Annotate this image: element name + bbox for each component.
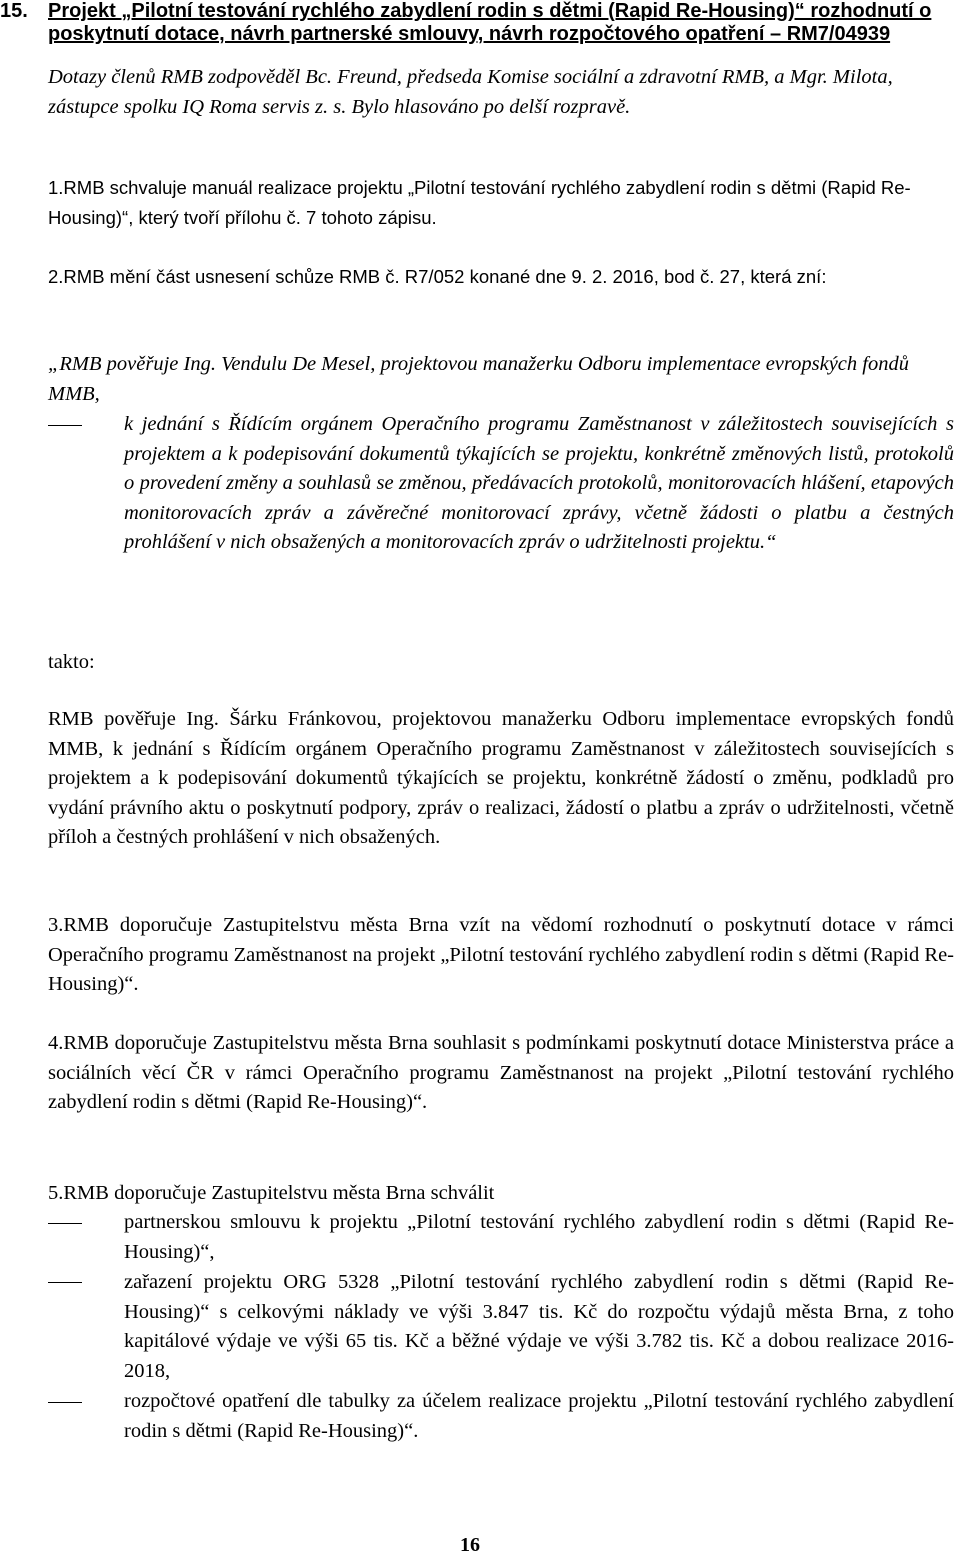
new-resolution-text: RMB pověřuje Ing. Šárku Fránkovou, projektovou manažerku Odboru implementace evropských fondů MMB, k jednání s Řídícím orgánem Operačního programu Zaměstnanost v záležitostech souvisejících s projektem a k podepisování dokumentů týkajících se projektu, konkrétně žádostí o změnu, podkladů pro vydání právního aktu o poskytnutí podpory, zpráv o realizaci, žádostí o platbu a zpráv o udržitelnosti, včetně příloh a čestných prohlášení v nich obsažených. bbox=[48, 708, 954, 848]
resolution-5-item: partnerskou smlouvu k projektu „Pilotní testování rychlého zabydlení rodin s dětmi (Rapid Re-Housing)“, bbox=[124, 1211, 954, 1263]
list-dash bbox=[48, 1223, 82, 1224]
resolution-5: 5.RMB doporučuje Zastupitelstvu města Brna schválit bbox=[48, 1182, 495, 1204]
resolution-5-item: rozpočtové opatření dle tabulky za účelem realizace projektu „Pilotní testování rychlého zabydlení rodin s dětmi (Rapid Re-Housing)“. bbox=[124, 1390, 954, 1442]
resolution-1: 1.RMB schvaluje manuál realizace projektu „Pilotní testování rychlého zabydlení rodin s dětmi (Rapid Re-Housing)“, který tvoří přílohu č. 7 tohoto zápisu. bbox=[48, 177, 911, 228]
list-dash bbox=[48, 425, 82, 426]
resolution-2: 2.RMB mění část usnesení schůze RMB č. R7/052 konané dne 9. 2. 2016, bod č. 27, která zní: bbox=[48, 266, 827, 287]
resolution-3: 3.RMB doporučuje Zastupitelstvu města Brna vzít na vědomí rozhodnutí o poskytnutí dotace v rámci Operačního programu Zaměstnanost na projekt „Pilotní testování rychlého zabydlení rodin s dětmi (Rapid Re-Housing)“. bbox=[48, 914, 954, 995]
agenda-item-number: 15. bbox=[0, 0, 28, 22]
resolution-4: 4.RMB doporučuje Zastupitelstvu města Brna souhlasit s podmínkami poskytnutí dotace Ministerstva práce a sociálních věcí ČR v rámci Operačního programu Zaměstnanost na projekt „Pilotní testování rychlého zabydlení rodin s dětmi (Rapid Re-Housing)“. bbox=[48, 1032, 954, 1113]
takto-label: takto: bbox=[48, 651, 95, 673]
quoted-original-intro: „RMB pověřuje Ing. Vendulu De Mesel, projektovou manažerku Odboru implementace evropských fondů MMB, bbox=[48, 353, 909, 405]
resolution-5-item: zařazení projektu ORG 5328 „Pilotní testování rychlého zabydlení rodin s dětmi (Rapid Re-Housing)“ s celkovými náklady ve výši 3.847 tis. Kč do rozpočtu výdajů města Brna, z toho kapitálové výdaje ve výši 65 tis. Kč a běžné výdaje ve výši 3.782 tis. Kč a dobou realizace 2016-2018, bbox=[124, 1271, 954, 1382]
page-number-text: 16 bbox=[460, 1534, 480, 1556]
discussion-note: Dotazy členů RMB zodpověděl Bc. Freund, předseda Komise sociální a zdravotní RMB, a Mgr. Milota, zástupce spolku IQ Roma servis z. s. Bylo hlasováno po delší rozpravě. bbox=[48, 66, 893, 118]
page-number bbox=[0, 1534, 960, 1557]
agenda-item-title: Projekt „Pilotní testování rychlého zabydlení rodin s dětmi (Rapid Re-Housing)“ rozhodnutí o poskytnutí dotace, návrh partnerské smlouvy, návrh rozpočtového opatření – RM7/04939 bbox=[48, 0, 932, 45]
list-dash bbox=[48, 1402, 82, 1403]
list-dash bbox=[48, 1282, 82, 1283]
quoted-original-item: k jednání s Řídícím orgánem Operačního programu Zaměstnanost v záležitostech souvisejících s projektem a k podepisování dokumentů týkajících se projektu, konkrétně změnových listů, protokolů o provedení změny a souhlasů se změnou, předávacích protokolů, monitorovacích hlášení, etapových monitorovacích zpráv a závěrečné monitorovací zprávy, včetně žádosti o platbu a čestných prohlášení v nich obsažených a monitorovacích zpráv o udržitelnosti projektu.“ bbox=[124, 413, 954, 553]
